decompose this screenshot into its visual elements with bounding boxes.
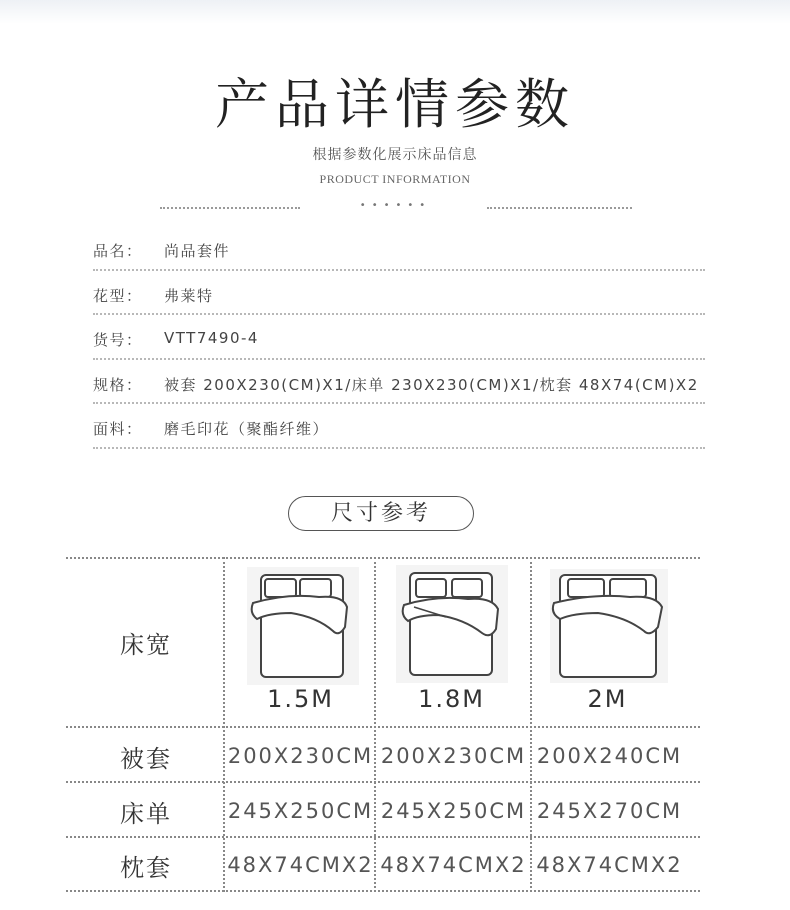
info-label: 规格： (93, 375, 143, 394)
top-band (0, 0, 790, 24)
info-row-spec (93, 360, 705, 405)
row-label-sheet: 床单 (120, 800, 172, 828)
info-row-fabric (93, 404, 705, 449)
bed-size-label: 1.8M (418, 685, 485, 713)
bed-size-label: 1.5M (267, 685, 334, 713)
row-label-bed-width: 床宽 (120, 631, 172, 659)
table-line (530, 557, 532, 892)
info-value: VTT7490-4 (164, 329, 259, 347)
divider-left (160, 207, 300, 209)
table-line (66, 726, 700, 728)
info-value: 尚品套件 (164, 242, 231, 260)
row-label-duvet: 被套 (120, 745, 172, 773)
info-row-pattern (93, 271, 705, 316)
info-row-name (93, 226, 705, 271)
table-line (374, 557, 376, 892)
info-label: 花型： (93, 286, 143, 305)
info-label: 品名： (93, 242, 143, 260)
bed-icon (550, 569, 668, 687)
info-row-sku (93, 315, 705, 360)
table-cell: 48X74CMX2 (380, 853, 527, 877)
table-line (66, 781, 700, 783)
table-line (66, 557, 700, 559)
subtitle: 根据参数化展示床品信息 (312, 147, 478, 163)
table-cell: 200X230CM (227, 744, 374, 768)
page-title: 产品详情参数 (215, 73, 575, 136)
info-value: 弗莱特 (164, 286, 214, 305)
table-cell: 245X250CM (380, 799, 527, 823)
table-cell: 245X250CM (227, 799, 374, 823)
table-line (223, 557, 225, 892)
info-label: 面料： (93, 420, 143, 438)
bed-size-label: 2M (587, 685, 628, 713)
subtitle-en: PRODUCT INFORMATION (319, 172, 471, 186)
info-value: 磨毛印花（聚酯纤维） (164, 420, 330, 438)
info-value: 被套 200X230(CM)X1/床单 230X230(CM)X1/枕套 48X74(CM)X2 (164, 375, 699, 394)
row-label-pillowcase: 枕套 (120, 854, 172, 882)
table-line (66, 836, 700, 838)
bed-icon (247, 567, 359, 689)
bed-icon (396, 565, 508, 687)
info-label: 货号： (93, 331, 143, 349)
table-line (66, 890, 700, 892)
table-cell: 200X230CM (380, 744, 527, 768)
table-cell: 245X270CM (536, 799, 683, 823)
size-reference-title: 尺寸参考 (288, 496, 474, 531)
size-table (66, 557, 700, 892)
product-info-list (93, 226, 705, 449)
table-cell: 200X240CM (536, 744, 683, 768)
table-cell: 48X74CMX2 (227, 853, 374, 877)
divider-dots: •••••• (359, 200, 432, 211)
divider-right (487, 207, 632, 209)
table-cell: 48X74CMX2 (536, 853, 683, 877)
